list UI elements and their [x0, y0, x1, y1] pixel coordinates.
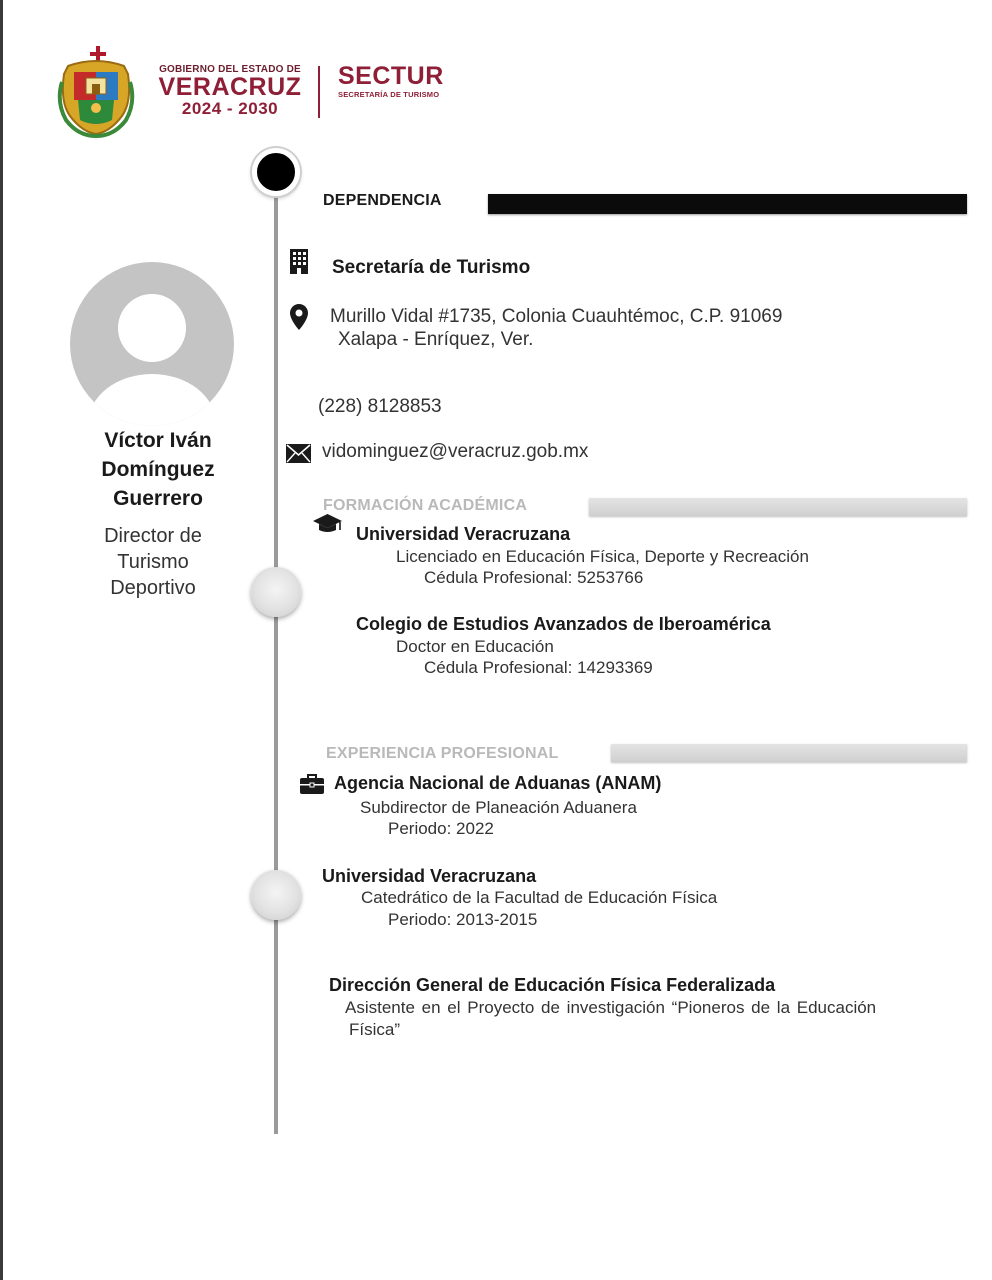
address-line-2: Xalapa - Enríquez, Ver.: [338, 329, 534, 350]
section-bar-education: [589, 498, 967, 516]
education-2-degree: Doctor en Educación: [396, 637, 554, 656]
header-divider: [318, 66, 320, 118]
timeline-line: [274, 176, 278, 1134]
timeline-dot-experience: [251, 870, 301, 920]
section-heading-dependencia: DEPENDENCIA: [323, 192, 442, 209]
page-edge: [0, 0, 3, 1280]
government-term: 2024 - 2030: [181, 99, 279, 118]
timeline-dot-start: [252, 148, 300, 196]
timeline-dot-education: [251, 567, 301, 617]
envelope-icon: [286, 444, 311, 463]
experience-3-role-line-1: Asistente en el Proyecto de investigación “Pioneros de la Educación: [345, 998, 877, 1017]
experience-1-role: Subdirector de Planeación Aduanera: [360, 798, 637, 817]
education-2-license: Cédula Profesional: 14293369: [424, 658, 653, 677]
experience-2-role: Catedrático de la Facultad de Educación Física: [361, 888, 718, 907]
education-2-institution: Colegio de Estudios Avanzados de Iberoamérica: [356, 614, 771, 634]
email-address: vidominguez@veracruz.gob.mx: [322, 441, 589, 462]
experience-3-organization: Dirección General de Educación Física Federalizada: [329, 975, 776, 995]
briefcase-icon: [300, 774, 324, 794]
state-seal-icon: [56, 42, 136, 138]
graduation-cap-icon: [312, 513, 343, 534]
person-name: Víctor Iván Domínguez Guerrero: [101, 429, 215, 510]
state-name: VERACRUZ: [158, 73, 302, 101]
location-pin-icon: [290, 304, 308, 330]
person-title: Director de Turismo Deportivo: [104, 525, 202, 599]
agency-full-name: SECRETARÍA DE TURISMO: [338, 90, 440, 99]
experience-2-period: Periodo: 2013-2015: [388, 910, 538, 929]
education-1-license: Cédula Profesional: 5253766: [424, 568, 644, 587]
experience-3-role-line-2: Física”: [349, 1020, 400, 1039]
section-heading-experience: EXPERIENCIA PROFESIONAL: [326, 745, 559, 762]
education-1-degree: Licenciado en Educación Física, Deporte y Recreación: [396, 547, 809, 566]
education-1-institution: Universidad Veracruzana: [356, 524, 571, 544]
government-line: GOBIERNO DEL ESTADO DE: [159, 64, 301, 75]
experience-2-organization: Universidad Veracruzana: [322, 866, 537, 886]
phone-number: (228) 8128853: [318, 396, 442, 417]
experience-1-period: Periodo: 2022: [388, 819, 494, 838]
dependency-name: Secretaría de Turismo: [332, 257, 531, 278]
agency-short-name: SECTUR: [338, 62, 444, 90]
avatar-placeholder-icon: [70, 262, 234, 426]
building-icon: [288, 248, 310, 275]
experience-1-organization: Agencia Nacional de Aduanas (ANAM): [334, 773, 662, 793]
section-bar-dependencia: [488, 194, 967, 214]
section-heading-education: FORMACIÓN ACADÉMICA: [323, 497, 528, 514]
address-line-1: Murillo Vidal #1735, Colonia Cuauhtémoc, C.P. 91069: [330, 306, 783, 327]
section-bar-experience: [611, 744, 967, 762]
